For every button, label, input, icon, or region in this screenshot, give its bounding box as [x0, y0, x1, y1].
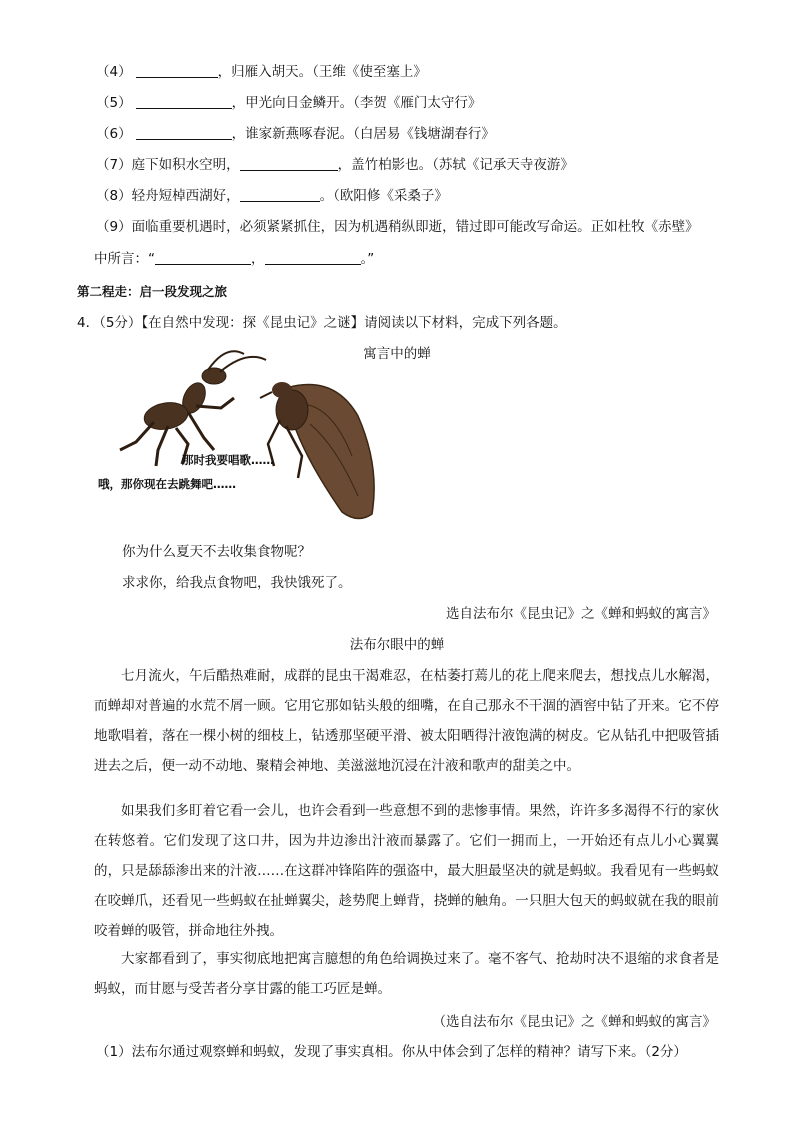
item-number: （4）	[96, 64, 132, 80]
answer-blank[interactable]	[265, 251, 361, 265]
material-2-paragraph-2: 如果我们多盯着它看一会儿，也许会看到一些意想不到的悲惨事情。果然，许许多多渴得不行的家伙在转悠着。它们发现了这口井，因为井边渗出汁液而暴露了。它们一拥而上，一开始还有点儿小心翼翼的，只是舔舔渗出来的汁液……在这群冲锋陷阵的强盗中，最大胆最坚决的就是蚂蚁。我看见有一些蚂蚁在咬蝉爪，还看见一些蚂蚁在扯蝉翼尖，趁势爬上蝉背，挠蝉的触角。一只胆大包天的蚂蚁就在我的眼前咬着蝉的吸管，拼命地往外拽。	[94, 803, 719, 939]
answer-blank[interactable]	[136, 126, 232, 140]
dialogue-line-1: 你为什么夏天不去收集食物呢？	[122, 544, 311, 560]
item-text: ，	[251, 251, 265, 267]
question-score: （5分）	[99, 315, 142, 331]
item-5	[96, 94, 481, 112]
sub-question-1: （1）法布尔通过观察蝉和蚂蚁，发现了事实真相。你从中体会到了怎样的精神？请写下来。（2分）	[96, 1044, 687, 1060]
section-heading: 第二程走：启一段发现之旅	[77, 284, 228, 299]
item-prefix: 庭下如积水空明，	[131, 157, 240, 173]
item-text: 中所言：“	[94, 251, 155, 267]
material-2-paragraph-3: 大家都看到了，事实彻底地把寓言臆想的角色给调换过来了。毫不客气、抢劫时决不退缩的求食者是蚂蚁，而甘愿与受苦者分享甘露的能工巧匠是蝉。	[94, 951, 719, 997]
item-text: ，甲光向日金鳞开。（李贺《雁门太守行》	[231, 95, 482, 111]
item-number: （6）	[96, 126, 132, 142]
item-text: 。”	[360, 251, 375, 267]
dialogue-line-2: 求求你，给我点食物吧，我快饿死了。	[122, 575, 352, 591]
answer-blank[interactable]	[240, 188, 320, 202]
item-text: ，谁家新燕啄春泥。（白居易《钱塘湖春行》	[231, 126, 495, 142]
question-4	[77, 314, 567, 332]
item-number: （9）	[96, 219, 132, 235]
material-1-title: 寓言中的蝉	[363, 346, 431, 362]
item-number: （8）	[96, 188, 132, 204]
material-1-source: 选自法布尔《昆虫记》之《蝉和蚂蚁的寓言》	[446, 606, 716, 622]
item-8	[96, 187, 448, 205]
illustration-svg	[96, 346, 396, 530]
answer-blank[interactable]	[136, 64, 218, 78]
item-text: ，盖竹柏影也。（苏轼《记承天寺夜游》	[337, 157, 574, 173]
item-number: （5）	[96, 95, 132, 111]
item-text: 面临重要机遇时，必须紧紧抓住，因为机遇稍纵即逝，错过即可能改写命运。正如杜牧《赤壁》	[131, 219, 699, 235]
item-text: 。（欧阳修《采桑子》	[319, 188, 448, 204]
item-6	[96, 125, 495, 143]
question-number: 4．	[77, 315, 100, 331]
ant-figure	[120, 351, 266, 466]
item-number: （7）	[96, 157, 132, 173]
answer-blank[interactable]	[155, 251, 251, 265]
material-2-paragraph-1: 七月流火，午后酷热难耐，成群的昆虫干渴难忍，在枯萎打蔫儿的花上爬来爬去，想找点儿水解渴，而蝉却对普遍的水荒不屑一顾。它用它那如钻头般的细嘴，在自己那永不干涸的酒窖中钻了开来。它不停地歌唱着，落在一棵小树的细枝上，钻透那坚硬平滑、被太阳晒得汁液饱满的树皮。它从钻孔中把吸管插进去之后，便一动不动地、聚精会神地、美滋滋地沉浸在汁液和歌声的甜美之中。	[94, 668, 719, 774]
item-text: ，归雁入胡天。（王维《使至塞上》	[217, 64, 427, 80]
item-7	[96, 156, 574, 174]
ant-cicada-illustration	[96, 346, 396, 530]
item-4	[96, 63, 427, 81]
question-text: 【在自然中发现：探《昆虫记》之谜】请阅读以下材料，完成下列各题。	[141, 315, 567, 331]
material-2-title: 法布尔眼中的蝉	[349, 637, 445, 653]
item-9-line2	[94, 250, 374, 268]
cicada-figure	[260, 382, 374, 519]
bubble-cicada: 那时我要唱歌……	[182, 453, 274, 467]
item-9	[96, 218, 699, 236]
item-prefix: 轻舟短棹西湖好，	[131, 188, 240, 204]
answer-blank[interactable]	[240, 157, 338, 171]
bubble-ant: 哦，那你现在去跳舞吧……	[98, 477, 236, 491]
answer-blank[interactable]	[136, 95, 232, 109]
material-2-source: （选自法布尔《昆虫记》之《蝉和蚂蚁的寓言》	[432, 1014, 716, 1030]
